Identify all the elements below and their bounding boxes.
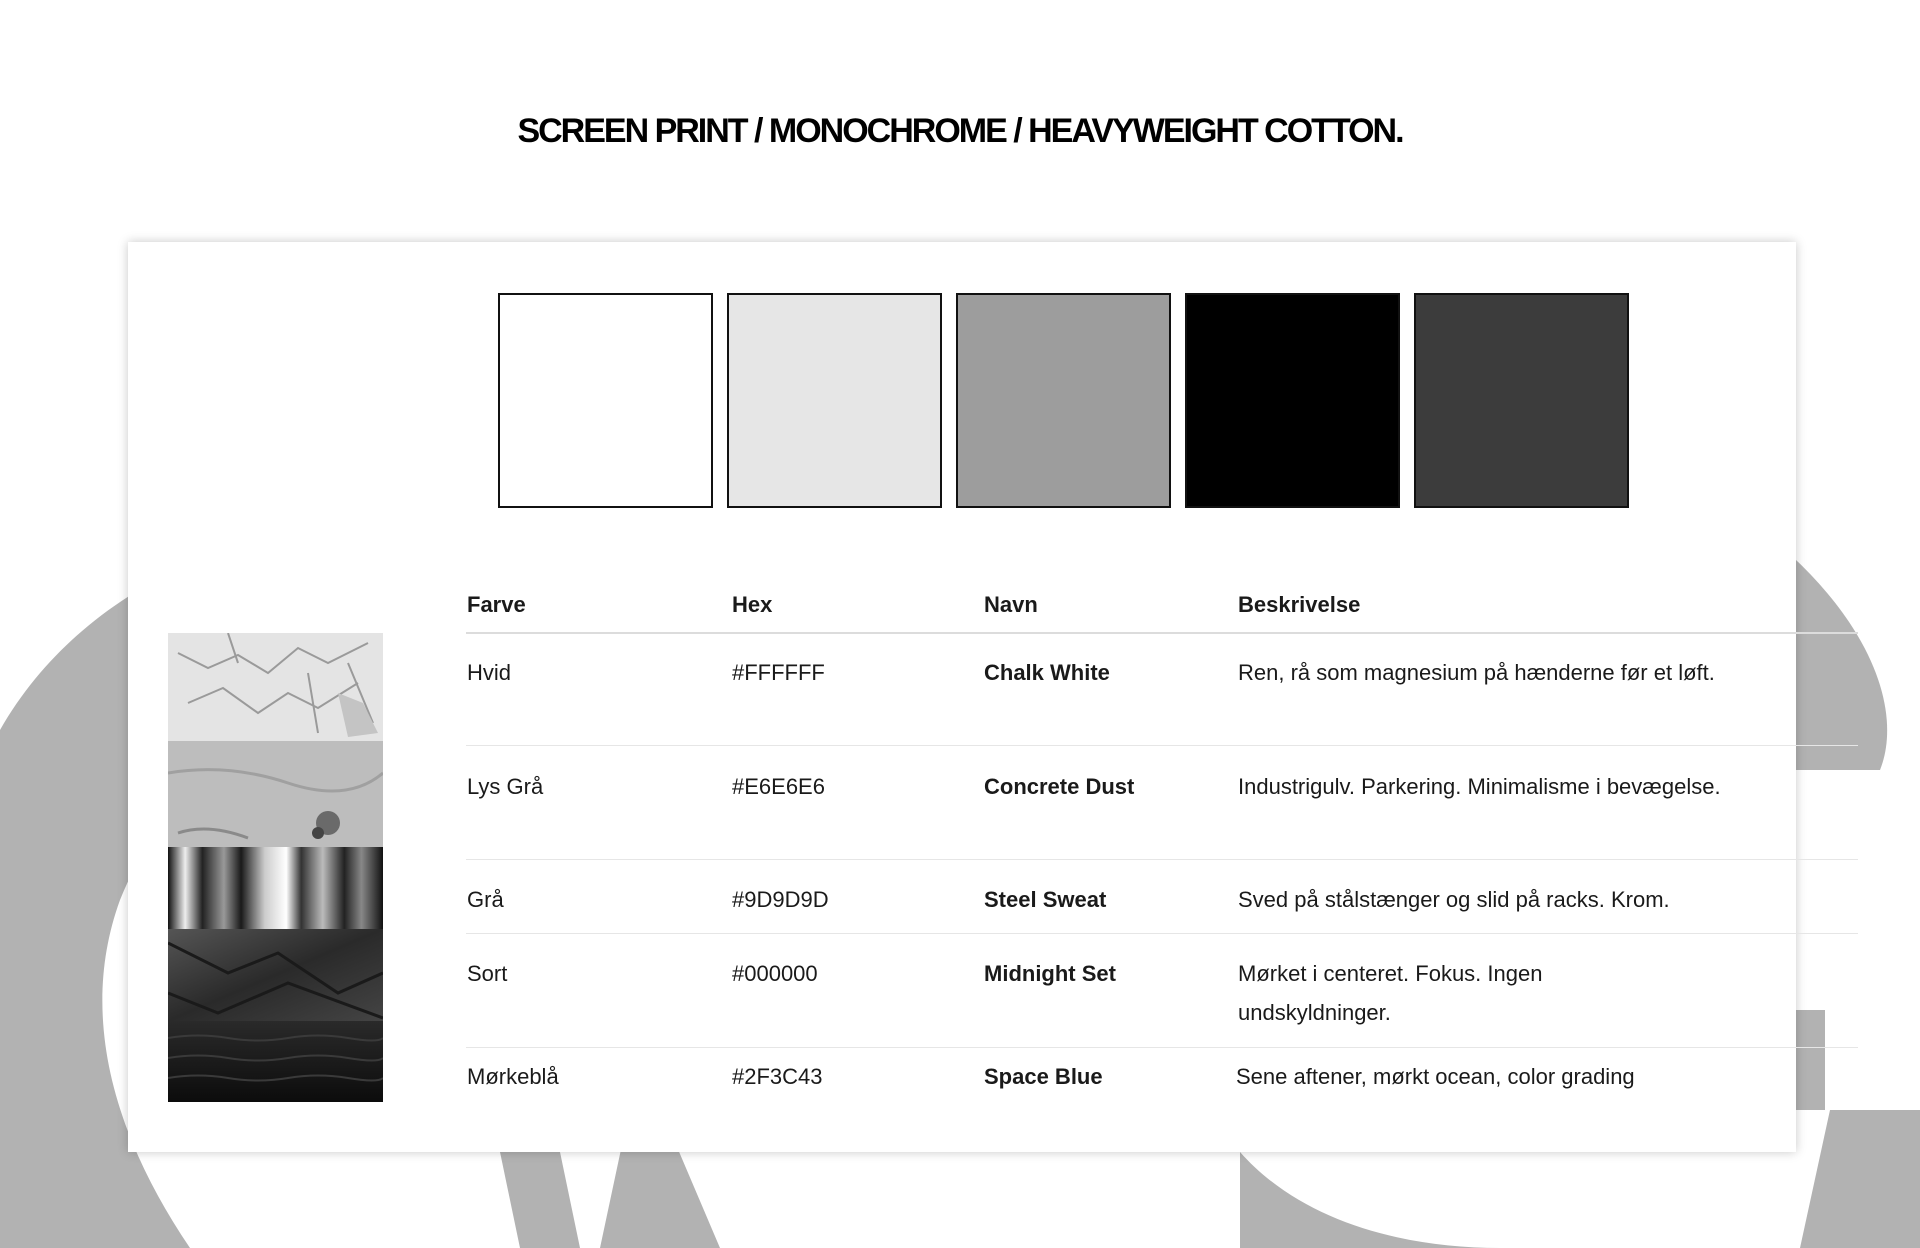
cell-farve: Grå bbox=[467, 887, 504, 912]
cell-hex: #2F3C43 bbox=[732, 1064, 823, 1089]
cell-hex: #9D9D9D bbox=[732, 887, 829, 912]
header-divider bbox=[466, 632, 1858, 634]
cell-hex: #FFFFFF bbox=[732, 660, 825, 685]
background-letter-right bbox=[1796, 560, 1887, 770]
header-navn: Navn bbox=[984, 592, 1038, 617]
cell-farve: Lys Grå bbox=[467, 774, 544, 799]
swatch-steel-sweat bbox=[956, 293, 1171, 508]
cell-farve: Sort bbox=[467, 961, 508, 986]
ocean-texture bbox=[168, 1021, 383, 1102]
texture-strip bbox=[168, 633, 383, 1102]
steel-texture bbox=[168, 847, 383, 929]
header-hex: Hex bbox=[732, 592, 773, 617]
cell-navn: Steel Sweat bbox=[984, 887, 1107, 912]
cell-navn: Chalk White bbox=[984, 660, 1110, 685]
palette-card bbox=[128, 242, 1796, 1152]
cell-farve: Mørkeblå bbox=[467, 1064, 559, 1089]
row-divider bbox=[466, 745, 1858, 746]
swatch-midnight-set bbox=[1185, 293, 1400, 508]
swatch-chalk-white bbox=[498, 293, 713, 508]
cell-hex: #000000 bbox=[732, 961, 818, 986]
chalk-texture bbox=[168, 633, 383, 741]
cell-beskrivelse: Sved på stålstænger og slid på racks. Krom. bbox=[1238, 887, 1670, 912]
rock-texture bbox=[168, 929, 383, 1021]
background-letter-base-left bbox=[500, 1152, 580, 1248]
cell-navn: Midnight Set bbox=[984, 961, 1116, 986]
cell-hex: #E6E6E6 bbox=[732, 774, 825, 799]
cell-beskrivelse: Industrigulv. Parkering. Minimalisme i bevægelse. bbox=[1238, 774, 1721, 799]
cell-navn: Concrete Dust bbox=[984, 774, 1135, 799]
background-letter-base bbox=[1240, 1152, 1500, 1248]
cell-beskrivelse: Sene aftener, mørkt ocean, color grading bbox=[1236, 1064, 1635, 1089]
header-beskrivelse: Beskrivelse bbox=[1238, 592, 1361, 617]
cell-farve: Hvid bbox=[467, 660, 512, 685]
row-divider bbox=[466, 1047, 1858, 1048]
swatch-concrete-dust bbox=[727, 293, 942, 508]
page-headline: SCREEN PRINT / MONOCHROME / HEAVYWEIGHT COTTON. bbox=[517, 112, 1403, 150]
header-farve: Farve bbox=[467, 592, 526, 617]
background-letter-bottom-right bbox=[1796, 1010, 1825, 1110]
concrete-texture bbox=[168, 741, 383, 847]
cell-navn: Space Blue bbox=[984, 1064, 1103, 1089]
row-divider bbox=[466, 859, 1858, 860]
row-divider bbox=[466, 933, 1858, 934]
cell-beskrivelse: Ren, rå som magnesium på hænderne før et løft. bbox=[1238, 660, 1715, 685]
swatch-space-blue bbox=[1414, 293, 1629, 508]
cell-beskrivelse: Mørket i centeret. Fokus. Ingen undskyldninger. bbox=[1238, 961, 1543, 1025]
background-letter-foot bbox=[1800, 1110, 1920, 1248]
